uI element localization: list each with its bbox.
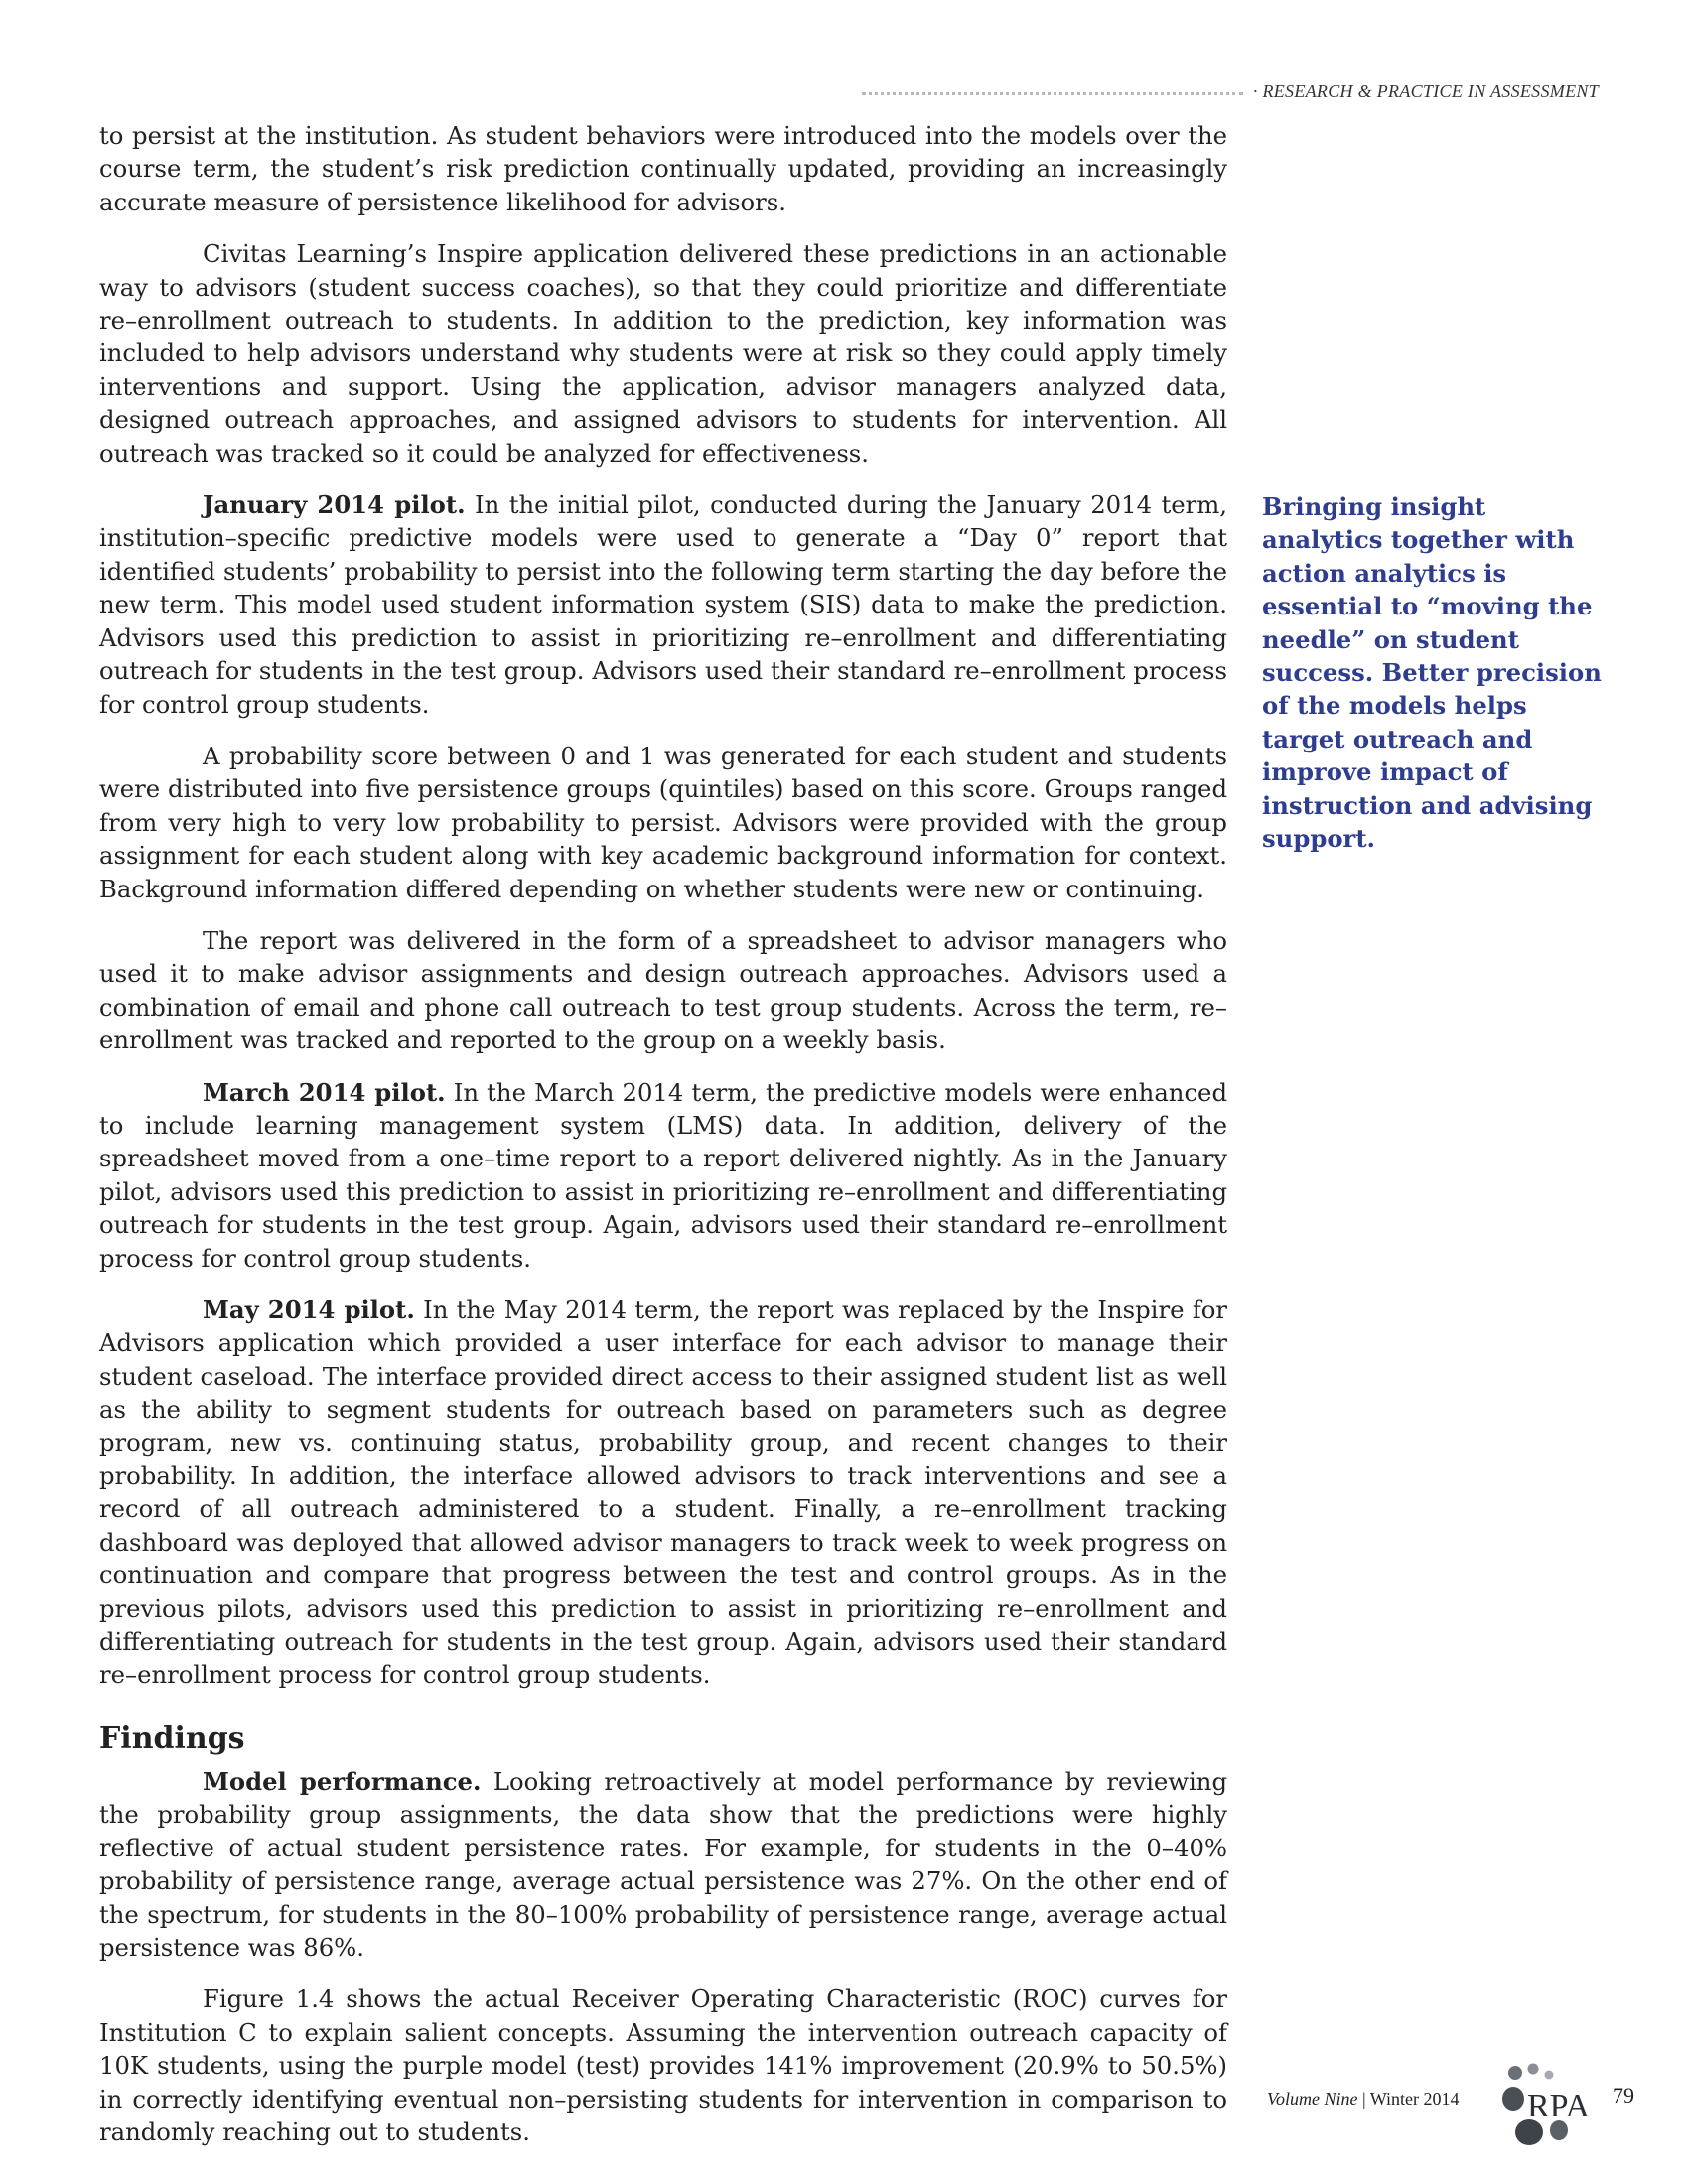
- logo-dot-3: [1545, 2071, 1554, 2080]
- paragraph-2: [99, 488, 1227, 721]
- run-in-heading-model-performance: Model performance.: [203, 1766, 482, 1796]
- page-number: 79: [1613, 2083, 1634, 2108]
- paragraph-3: A probability score between 0 and 1 was generated for each student and students were distributed into five persistence groups (quintiles) based on this score. Groups ranged from very high to very low probability to persist. Advisors were provided with the group assignment for each student along with key academic background information for context. Background information differed depending on whether students were new or continuing.: [99, 741, 1227, 903]
- pull-quote: Bringing insight analytics together with action analytics is essential to “moving the needle” on student success. Better precision of the models helps target outreach and improve impact of instruction and advising support.: [1262, 492, 1602, 854]
- logo-dot-2: [1528, 2064, 1539, 2075]
- run-in-heading-may: May 2014 pilot.: [203, 1296, 415, 1324]
- footer-season: Winter 2014: [1369, 2089, 1460, 2109]
- logo-text: RPA: [1527, 2088, 1591, 2124]
- main-column: [99, 119, 1227, 2167]
- footer-issue: [1267, 2089, 1460, 2110]
- paragraph-1: Civitas Learning’s Inspire application delivered these predictions in an actionable way to advisors (student success coaches), so that they could prioritize and differentiate re–enrollment outreach to students. In addition to the prediction, key information was included to help advisors understand why students were at risk so they could apply timely interventions and support. Using the application, advisor managers analyzed data, designed outreach approaches, and assigned advisors to students for intervention. All outreach was tracked so it could be analyzed for effectiveness.: [99, 239, 1227, 468]
- paragraph-7-text: Looking retroactively at model performance by reviewing the probability group assignments, the data show that the predictions were highly reflective of actual student persistence rates. For example, for students in the 0–40% probability of persistence range, average actual persistence was 27%. On the other end of the spectrum, for students in the 80–100% probability of persistence range, average actual persistence was 86%.: [99, 1766, 1228, 1962]
- footer-volume: Volume Nine: [1267, 2089, 1358, 2109]
- paragraph-4: The report was delivered in the form of a spreadsheet to advisor managers who used it to make advisor assignments and design outreach approaches. Advisors used a combination of email and phone call outreach to test group students. Across the term, re–enrollment was tracked and reported to the group on a weekly basis.: [99, 925, 1227, 1055]
- paragraph-5-text: In the March 2014 term, the predictive models were enhanced to include learning management system (LMS) data. In addition, delivery of the spreadsheet moved from a one–time report to a report delivered nightly. As in the January pilot, advisors used this prediction to assist in prioritizing re–enrollment and differentiating outreach for students in the test group. Again, advisors used their standard re–enrollment process for control group students.: [99, 1077, 1227, 1273]
- running-header: · RESEARCH & PRACTICE IN ASSESSMENT: [1252, 81, 1599, 101]
- logo-dot-1: [1508, 2066, 1522, 2080]
- paragraph-7: [99, 1765, 1227, 1964]
- header-dotted-rule: [862, 92, 1243, 95]
- paragraph-6-text: In the May 2014 term, the report was replaced by the Inspire for Advisors application which provided a user interface for each advisor to manage their student caseload. The interface provided direct access to their assigned student list as well as the ability to segment students for outreach based on parameters such as degree program, new vs. continuing status, probability group, and recent changes to their probability. In addition, the interface allowed advisors to track interventions and see a record of all outreach administered to a student. Finally, a re–enrollment tracking dashboard was deployed that allowed advisor managers to track week to week progress on continuation and compare that progress between the test and control groups. As in the previous pilots, advisors used this prediction to assist in prioritizing re–enrollment and differentiating outreach for students in the test group. Again, advisors used their standard re–enrollment process for control group students.: [99, 1296, 1227, 1690]
- run-in-heading-january: January 2014 pilot.: [203, 490, 466, 520]
- run-in-heading-march: March 2014 pilot.: [203, 1077, 446, 1107]
- paragraph-5: [99, 1076, 1227, 1275]
- paragraph-0: to persist at the institution. As student behaviors were introduced into the models over the course term, the student’s risk prediction continually updated, providing an increasingly accurate measure of persistence likelihood for advisors.: [99, 121, 1227, 216]
- paragraph-8: Figure 1.4 shows the actual Receiver Operating Characteristic (ROC) curves for Institution C to explain salient concepts. Assuming the intervention outreach capacity of 10K students, using the purple model (test) provides 141% improvement (20.9% to 50.5%) in correctly identifying eventual non–persisting students for intervention in comparison to randomly reaching out to students.: [99, 1984, 1227, 2146]
- footer-separator: |: [1357, 2089, 1370, 2109]
- paragraph-2-text: In the initial pilot, conducted during the January 2014 term, institution–specific predictive models were used to generate a “Day 0” report that identified students’ probability to persist into the following term starting the day before the new term. This model used student information system (SIS) data to make the prediction. Advisors used this prediction to assist in prioritizing re–enrollment and differentiating outreach for students in the test group. Advisors used their standard re–enrollment process for control group students.: [99, 490, 1228, 719]
- rpa-logo-icon: [1497, 2057, 1597, 2156]
- logo-blob-left: [1502, 2087, 1524, 2111]
- section-heading-findings: Findings: [99, 1720, 245, 1756]
- paragraph-6: [99, 1294, 1227, 1692]
